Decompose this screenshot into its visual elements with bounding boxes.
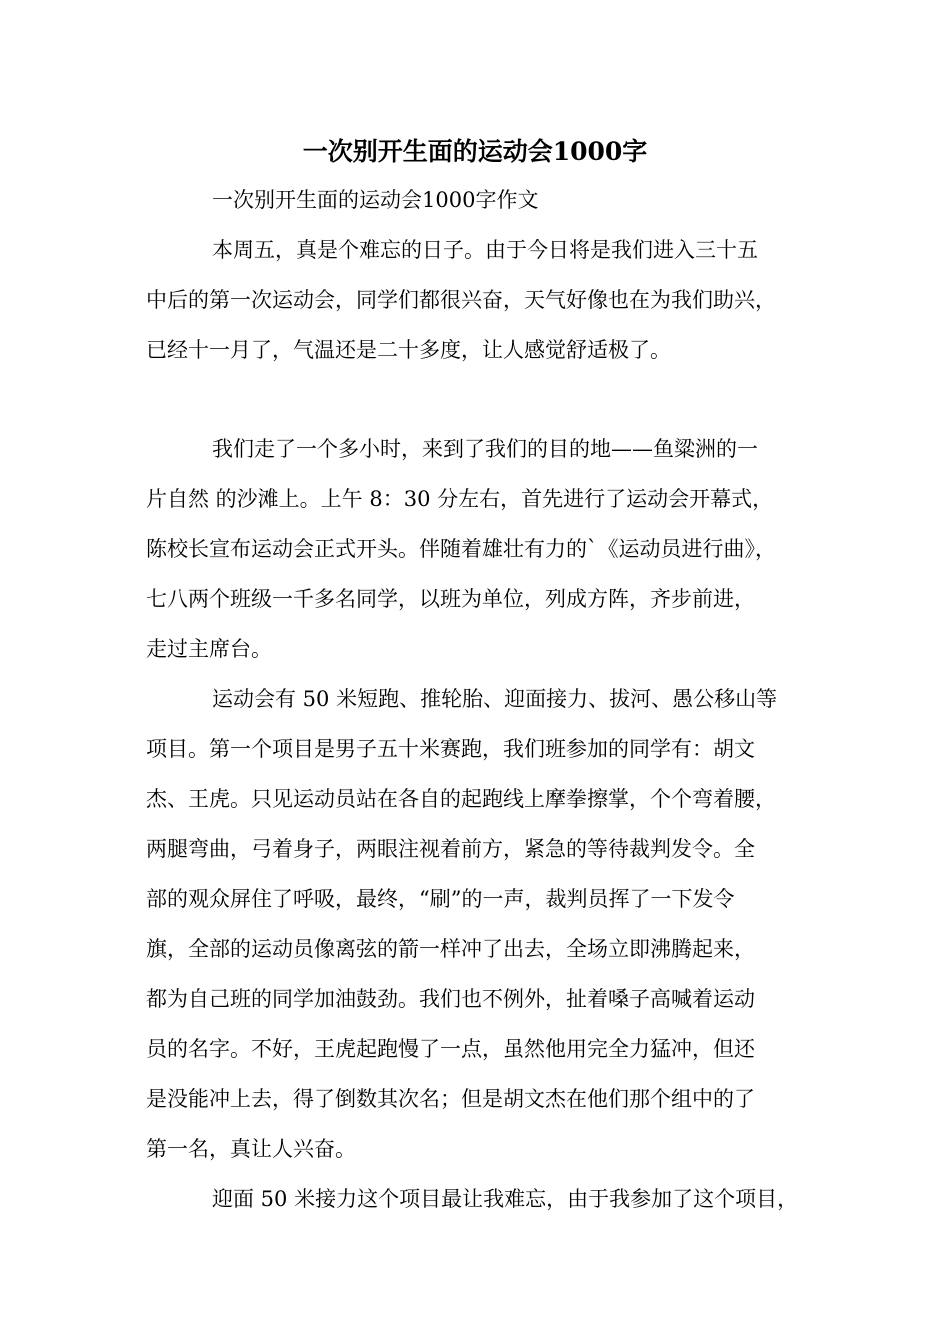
paragraph-2-line-3: 陈校长宣布运动会正式开头。伴随着雄壮有力的`《运动员进行曲》，	[146, 537, 776, 561]
paragraph-3-line-6: 旗，全部的运动员像离弦的箭一样冲了出去，全场立即沸腾起来，	[146, 937, 755, 961]
paragraph-3-line-2: 项目。第一个项目是男子五十米赛跑，我们班参加的同学有：胡文	[146, 737, 755, 761]
paragraph-3-line-4: 两腿弯曲，弓着身子，两眼注视着前方，紧急的等待裁判发令。全	[146, 837, 755, 861]
paragraph-2-line-2: 片自然 的沙滩上。上午 8：30 分左右，首先进行了运动会开幕式，	[146, 487, 774, 511]
paragraph-2-line-5: 走过主席台。	[146, 637, 272, 661]
paragraph-1-line-3: 已经十一月了，气温还是二十多度，让人感觉舒适极了。	[146, 338, 671, 362]
paragraph-3-line-9: 是没能冲上去，得了倒数其次名；但是胡文杰在他们那个组中的了	[146, 1087, 755, 1111]
paragraph-3-line-1: 运动会有 50 米短跑、推轮胎、迎面接力、拔河、愚公移山等	[212, 687, 778, 711]
paragraph-1-line-2: 中后的第一次运动会，同学们都很兴奋，天气好像也在为我们助兴，	[146, 288, 776, 312]
paragraph-3-line-10: 第一名，真让人兴奋。	[146, 1137, 356, 1161]
paragraph-1-line-1: 本周五，真是个难忘的日子。由于今日将是我们进入三十五	[212, 238, 758, 262]
paragraph-4-line-1: 迎面 50 米接力这个项目最让我难忘，由于我参加了这个项目，	[212, 1187, 799, 1211]
paragraph-3-line-3: 杰、王虎。只见运动员站在各自的起跑线上摩拳擦掌，个个弯着腰，	[146, 787, 776, 811]
paragraph-3-line-5: 部的观众屏住了呼吸，最终，“刷”的一声，裁判员挥了一下发令	[146, 887, 735, 911]
paragraph-3-line-8: 员的名字。不好，王虎起跑慢了一点，虽然他用完全力猛冲，但还	[146, 1037, 755, 1061]
document-subtitle: 一次别开生面的运动会1000字作文	[212, 188, 539, 212]
document-title: 一次别开生面的运动会1000字	[302, 137, 648, 166]
paragraph-2-line-4: 七八两个班级一千多名同学，以班为单位，列成方阵，齐步前进，	[146, 587, 755, 611]
paragraph-2-line-1: 我们走了一个多小时，来到了我们的目的地——鱼粱洲的一	[212, 437, 758, 461]
paragraph-3-line-7: 都为自己班的同学加油鼓劲。我们也不例外，扯着嗓子高喊着运动	[146, 987, 755, 1011]
